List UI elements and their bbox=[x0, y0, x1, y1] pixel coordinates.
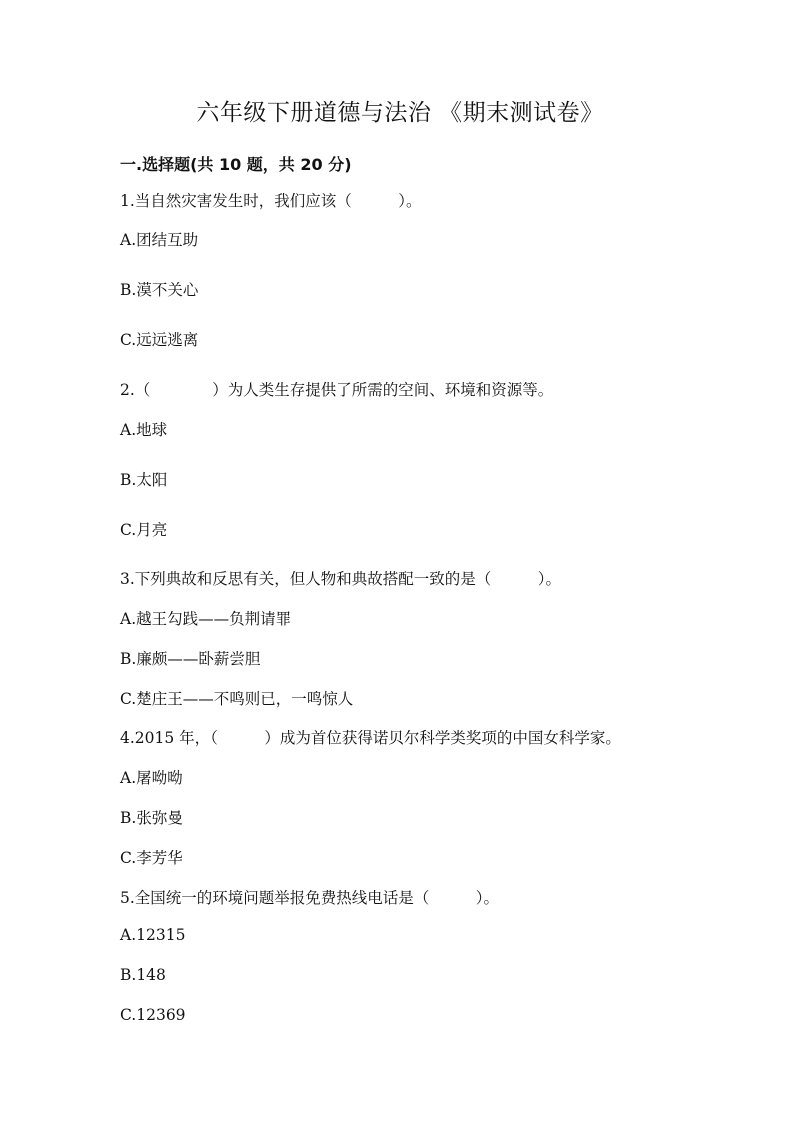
option-a: A.越王勾践——负荆请罪 bbox=[120, 610, 292, 628]
option-c: C.12369 bbox=[120, 1006, 186, 1024]
question-stem: 2.（ ）为人类生存提供了所需的空间、环境和资源等。 bbox=[120, 381, 554, 399]
option-c: C.楚庄王——不鸣则已，一鸣惊人 bbox=[120, 690, 354, 708]
option-b: B.漠不关心 bbox=[120, 281, 199, 299]
option-b: B.张弥曼 bbox=[120, 809, 183, 827]
question-stem: 1.当自然灾害发生时，我们应该（ ）。 bbox=[120, 192, 422, 210]
option-b: B.廉颇——卧薪尝胆 bbox=[120, 650, 261, 668]
option-c: C.远远逃离 bbox=[120, 331, 199, 349]
page-title: 六年级下册道德与法治 《期末测试卷》 bbox=[196, 100, 604, 126]
section-heading: 一.选择题(共 10 题，共 20 分) bbox=[120, 155, 352, 174]
question-stem: 5.全国统一的环境问题举报免费热线电话是（ ）。 bbox=[120, 889, 500, 907]
question-stem: 4.2015 年，（ ）成为首位获得诺贝尔科学类奖项的中国女科学家。 bbox=[120, 729, 621, 747]
option-a: A.屠呦呦 bbox=[120, 769, 183, 787]
option-b: B.太阳 bbox=[120, 471, 168, 489]
option-a: A.团结互助 bbox=[120, 231, 199, 249]
option-a: A.地球 bbox=[120, 421, 168, 439]
question-stem: 3.下列典故和反思有关，但人物和典故搭配一致的是（ ）。 bbox=[120, 570, 562, 588]
option-b: B.148 bbox=[120, 966, 166, 984]
option-a: A.12315 bbox=[120, 926, 186, 944]
option-c: C.李芳华 bbox=[120, 849, 183, 867]
option-c: C.月亮 bbox=[120, 521, 168, 539]
